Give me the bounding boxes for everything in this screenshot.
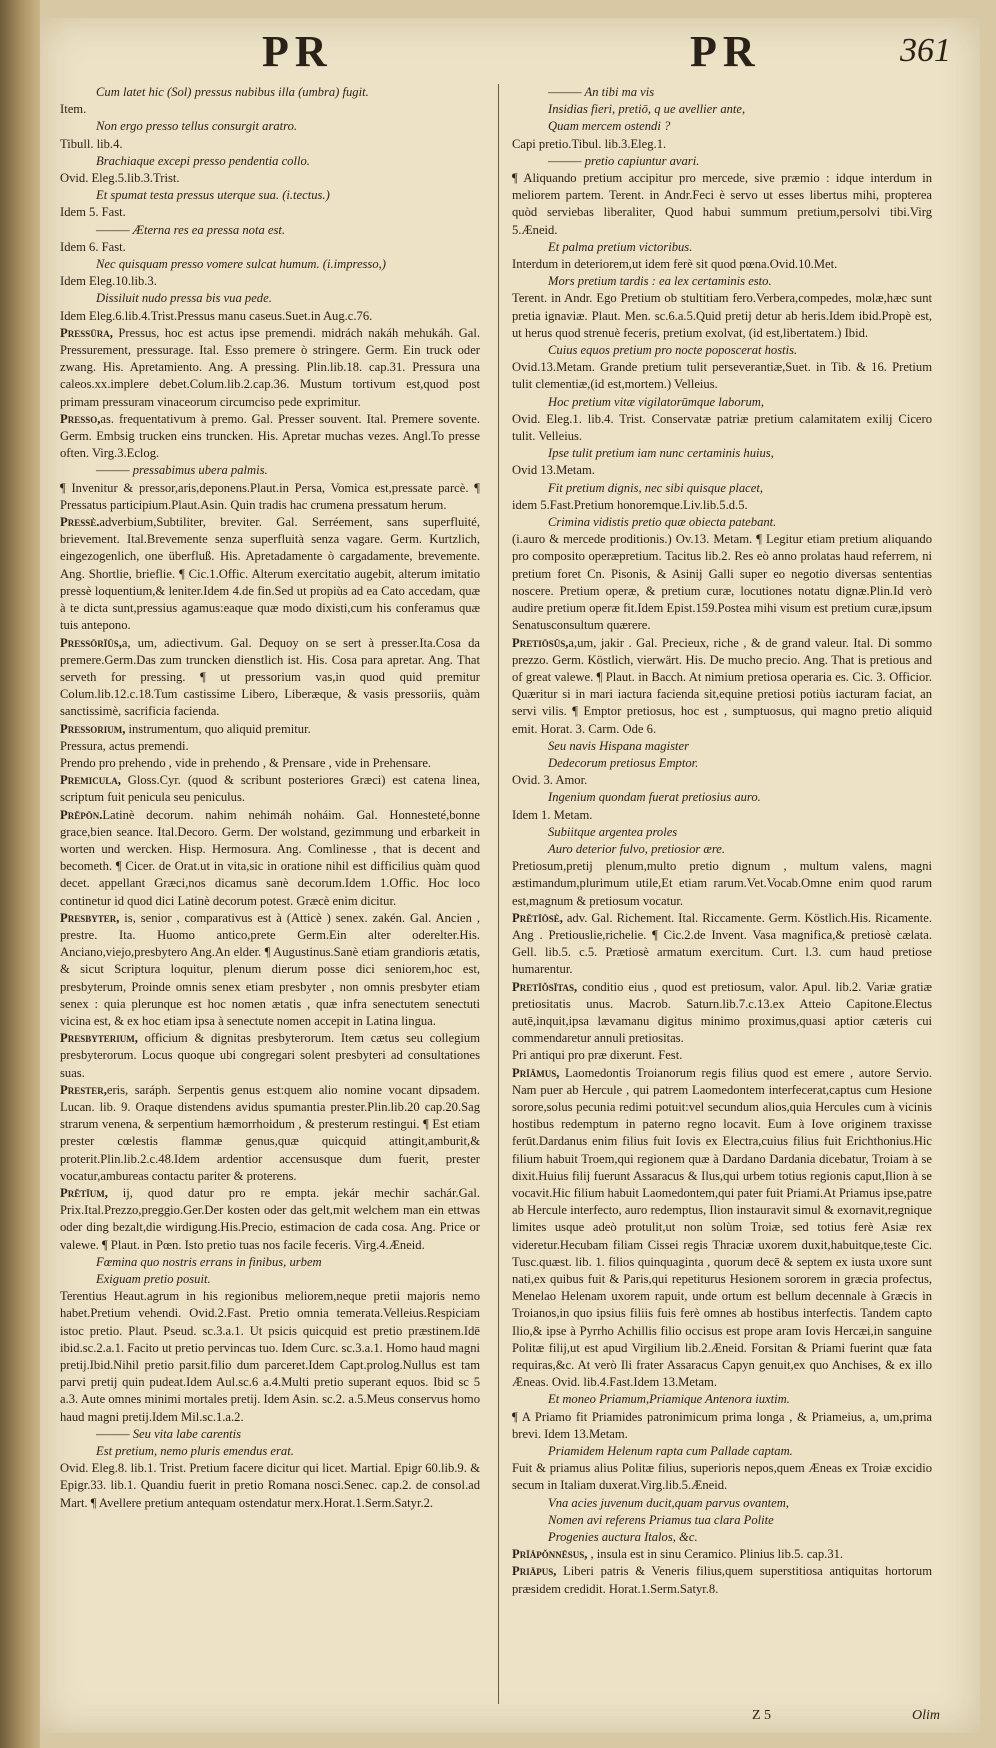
entry-text: , insula est in sinu Ceramico. Plinius lib.5. cap.31. xyxy=(587,1547,844,1562)
verse-quotation: Cuius equos pretium pro nocte poposcerat hostis. xyxy=(548,343,798,358)
entry-text: Gloss.Cyr. (quod & scribunt posteriores Græci) est catena linea, scriptum fuit penicula seu peniculus. xyxy=(60,773,480,805)
text-line: Terentius Heaut.agrum in his regionibus meliorem,neque pretii majoris nemo habet.Pretium vehendi. Ovid.2.Fast. Pretio omnia temerata.Velleius.Respiciam istoc pretio. Plaut. Pseud. sc.3.a.1. Ut psicis quicquid est pretio præstinem.Idē ibid.sc.2.a.1. Facito ut pretio pervincas tuo. Idem Curc. sc.3.a.1. Homo haud magni pretij.Ibid.Nihil pretio parsit.filio dum parceret.Idem Capt.prolog.Nullus est tam parvi pretij quin pudeat.Idem Aul.sc.6 a.4.Multi pretio superant equos. Ibid sc 5 a.3. Aute omnes minimi mortales pretij. Idem Asin. sc.2. a.5.Meus conservus homo haud magni pretij.Idem Mil.sc.1.a.2. xyxy=(60,1289,480,1424)
verse-quotation: Non ergo presso tellus consurgit aratro. xyxy=(96,119,298,134)
dictionary-entry xyxy=(60,1185,480,1254)
entry-text: instrumentum, quo aliquid premitur. xyxy=(125,721,311,736)
entry-headword: Pressorium, xyxy=(60,721,126,736)
verse-quotation: Cum latet hic (Sol) pressus nubibus illa (umbra) fugit. xyxy=(96,85,369,99)
text-line: Tibull. lib.4. xyxy=(60,136,123,151)
text-line: Ovid. Eleg.1. lib.4. Trist. Conservatæ patriæ pretium calamitatem exilij Cicero tulit. Velleius. xyxy=(512,411,932,444)
text-line: Capi pretio.Tibul. lib.3.Eleg.1. xyxy=(512,136,667,151)
entry-headword: Presbyter, xyxy=(60,910,120,925)
text-line: idem 5.Fast.Pretium honoremque.Liv.lib.5.d.5. xyxy=(512,497,748,512)
verse-quotation: ——— pressabimus ubera palmis. xyxy=(96,463,268,478)
text-line: ¶ Aliquando pretium accipitur pro mercede, sive præmio : idque interdum in meliorem partem. Terent. in Andr.Feci è servo ut esses libertus mihi, propterea quòd serviebas liberaliter, Quod habui summum pretium,persolvi tibi.Virg 5.Æneid. xyxy=(512,171,932,237)
text-line: Pressura, actus premendi. xyxy=(60,738,189,753)
verse-quotation: Mors pretium tardis : ea lex certaminis esto. xyxy=(548,274,772,289)
verse-quotation: Dedecorum pretiosus Emptor. xyxy=(548,755,699,770)
dictionary-entry xyxy=(512,1065,932,1392)
entry-text: Liberi patris & Veneris filius,quem superstitiosa antiquitas hortorum præsidem credidit. Horat.1.Serm.Satyr.8. xyxy=(512,1564,932,1596)
entry-text: conditio eius , quod est pretiosum, valor. Apul. lib.2. Variæ gratiæ pretiositatis unus. Macrob. Saturn.lib.7.c.13.ex Atteio Capitone.Electus autē,inquit,ipsa lævamanu digitus minimo proximus,quasi aptior cæteris cui commendaretur annuli pretiositas. xyxy=(512,979,932,1046)
text-line: Interdum in deteriorem,ut idem ferè sit quod pœna.Ovid.10.Met. xyxy=(512,257,838,272)
dictionary-entry xyxy=(60,1082,480,1185)
text-line: Idem 1. Metam. xyxy=(512,807,593,822)
verse-quotation: Crimina vidistis pretio quæ obiecta patebant. xyxy=(548,515,777,530)
entry-headword: Prĕtĭōsè, xyxy=(512,910,563,925)
entry-headword: Prĕtĭum, xyxy=(60,1186,108,1200)
signature-mark: Z 5 xyxy=(752,1708,772,1723)
text-line: Idem 6. Fast. xyxy=(60,239,126,254)
verse-quotation: Auro deterior fulvo, pretiosior ære. xyxy=(548,841,726,856)
running-head-left: PR xyxy=(262,27,333,76)
entry-text: as. frequentativum à premo. Gal. Presser souvent. Ital. Premere sovente. Germ. Embsig trucken eins truncken. His. Apretar muchas vezes. Angl.To presse often. Virg.3.Eclog. xyxy=(60,411,480,461)
entry-headword: Pressōrĭŭs, xyxy=(60,635,122,650)
text-line: ¶ Invenitur & pressor,aris,deponens.Plaut.in Persa, Vomica est,pressate parcè. ¶ Pressatus participium.Plaut.Asin. Quin tradis hac crumena pressatum herum. xyxy=(60,480,480,512)
verse-quotation: Quam mercem ostendi ? xyxy=(548,119,671,134)
verse-quotation: Ingenium quondam fuerat pretiosius auro. xyxy=(548,790,761,805)
dictionary-entry xyxy=(60,514,480,634)
dictionary-entry xyxy=(60,635,480,721)
entry-text: Latinè decorum. nahim nehimáh noháim. Gal. Honnesteté,bonne grace,bien seance. Ital.Decoro. Germ. Der wolstand, gezimmung und erbarkeit in worten und wercken. Hisp. Hermosura. Ang. Comlinesse , that is decent and becometh. ¶ Cicer. de Orat.ut in vita,sic in oratione nihil est difficilius quàm quod decet. appellant Græci,nos dicamus sanè decorum.Idem 1.Offic. Hoc loco continetur id quod dici Latinè decorum potest. Græcè enim dicitur. xyxy=(60,807,480,908)
entry-text: is, senior , comparativus est à (Atticè ) senex. zakén. Gal. Ancien , prestre. Ita. Huomo antico,prete Germ.Ein alter oderelter.His. Anciano,viejo,presbytero Ang.An elder. ¶ Augustinus.Sanè etiam grandioris ætatis, & sicut Scriptura loquitur, plenum dierum posse dici seniorem,hoc est, presbyterum, Proinde omnis senex etiam presbyter , non omnis presbyter etiam senex : quia plerunque est hoc nomen ætatis , quæ infra senectutem senectuti vicina est, & ex hoc etiam ipsa à senectute nomen accepit in Latina lingua. xyxy=(60,910,480,1028)
dictionary-entry xyxy=(60,411,480,463)
verse-quotation: Et moneo Priamum,Priamique Antenora iuxtim. xyxy=(548,1392,790,1407)
entry-headword: Premicula, xyxy=(60,773,121,788)
verse-quotation: Insidias fieri, pretiō, q ue avellier ante, xyxy=(548,102,746,117)
verse-quotation: ——— Æterna res ea pressa nota est. xyxy=(96,222,286,237)
text-line: Idem Eleg.10.lib.3. xyxy=(60,274,157,289)
dictionary-entry xyxy=(512,979,932,1048)
dictionary-entry xyxy=(60,325,480,411)
text-line: Ovid.13.Metam. Grande pretium tulit perseverantiæ,Suet. in Tib. & 16. Pretium tulit clementiæ,(id est,mortem.) Velleius. xyxy=(512,360,932,392)
running-head-right: PR xyxy=(690,27,761,76)
binding-edge xyxy=(0,0,40,1748)
dictionary-entry xyxy=(512,1546,932,1563)
text-line: Ovid 13.Metam. xyxy=(512,463,595,478)
text-line: Idem Eleg.6.lib.4.Trist.Pressus manu caseus.Suet.in Aug.c.76. xyxy=(60,308,373,323)
text-line: ¶ A Priamo fit Priamides patronimicum prima longa , & Priameius, a, um,prima brevi. Idem 13.Metam. xyxy=(512,1409,932,1441)
entry-headword: Presbyterium, xyxy=(60,1031,138,1046)
page-footer xyxy=(40,1708,980,1732)
verse-quotation: Fit pretium dignis, nec sibi quisque placet, xyxy=(548,480,763,495)
verse-quotation: Vna acies juvenum ducit,quam parvus ovantem, xyxy=(548,1495,789,1510)
dictionary-entry xyxy=(60,721,480,738)
dictionary-entry xyxy=(60,910,480,1030)
entry-text: a,um, jakir . Gal. Precieux, riche , & de grand valeur. Ital. Di sommo prezzo. Germ. Köstlich, vierwärt. His. De mucho precio. Ang. That is pretious and of great valewe. ¶ Plaut. in Bacch. At nimium pretiosa operaria es. Cic. 3. Officior. Quæritur si in mari iactura facienda sit,equine pretiosi potiùs iacturam faciat, an servi vilis. ¶ Emptor pretiosus, hoc est , sumptuosus, qui magno pretio aliquid emit. Horat. 3. Carm. Ode 6. xyxy=(512,635,932,736)
entry-text: officium & dignitas presbyterorum. Item cætus seu collegium presbyterorum. Locus quoque ubi congregari solent presbyteri ad consultationes suas. xyxy=(60,1031,480,1080)
dictionary-entry xyxy=(512,910,932,979)
verse-quotation: ——— An tibi ma vis xyxy=(548,85,655,99)
dictionary-entry xyxy=(512,1563,932,1597)
dictionary-entry xyxy=(512,635,932,738)
verse-quotation: Est pretium, nemo pluris emendus erat. xyxy=(96,1444,294,1459)
verse-quotation: ——— Seu vita labe carentis xyxy=(96,1426,242,1441)
entry-text: eris, saráph. Serpentis genus est:quem alio nomine vocant dipsadem. Lucan. lib. 9. Oraque distendens avidus spumantia prester.Plin.lib.20 cap.20.Sag strarum venena, & serpentium hæmorrhoidum , & presterum restingui. ¶ Est etiam prester cœlestis flammæ genus,quæ quicquid attingit,amburit,& proterit.Plin.lib.2.c.48.Idem ardentior accensusque dum fuerit, prester vocatur,ambureas contactu pariter & proterens. xyxy=(60,1082,480,1183)
verse-quotation: Nomen avi referens Priamus tua clara Polite xyxy=(548,1512,774,1527)
text-line: Fuit & priamus alius Politæ filius, superioris nepos,quem Æneas ex Troiæ excidio secum in Italiam duxerat.Virg.lib.5.Æneid. xyxy=(512,1461,932,1493)
entry-text: Laomedontis Troianorum regis filius quod est emere , autore Servio. Nam puer ab Hercule , qui patrem Laomedontem interfecerat,captus cum Hesione sorore,solus pecunia redimi potuit:vel secundum alios,quia Hercules cum à vicinis hostibus redemptum in paterno regno locavit. Eum à Iove originem traxisse ferūt.Dardanus enim filius fuit Iovis ex Electra,cuius filius fuit Erichthonius.Hic filium habuit Troem,qui regionem quæ à Dardano Dardania dicebatur, Troiam à se dixit.Huius filij fuerunt Assaracus & Ilus,qui urbem totius regionis caput,Ilion à se vocavit.Hic filium habuit Laomedontem,qui pater fuit Priami.At Priamus ipse,patre ab Hercule interfecto, auro redemptus, Ilion instauravit simul & exornavit,regnique limites usque adeò protulit,ut non solùm Troiæ, sed totius ferè Asiæ rex videretur.Hecubam filiam Cissei regis Thraciæ uxorem duxit,habuitque,teste Cic. Tusc.quæst. lib. 1. filios quinquaginta , quorum decē & septem ex iusta uxore sunt nati,ex quibus fuit & Paris,qui repetiturus Hesionem sororem in græcia profectus, Menelao Helenam uxorem rapuit, unde ortum est bellum decennale à Græcis in Troianos,in quo ipsius filiis fuis ferè omnes ab hostibus interfectis. Tandem capto Ilio,& ipse à Pyrrho Achillis filio occisus est prope aram Iovis Hercæi,in sanguine Politæ filij,ut est apud Virgilium lib.2.Æneid. Forsitan & Priami fuerint quæ fata requiras,&c. At verò Ili frater Assaracus Capyn genuit,ex quo Anchises, & ex illo Æneas. Ovid. lib.4.Fast.Idem 13.Metam. xyxy=(512,1065,932,1390)
entry-headword: Prĕpōn. xyxy=(60,807,103,822)
verse-quotation: Priamidem Helenum rapta cum Pallade captam. xyxy=(548,1444,793,1459)
verse-quotation: ——— pretio capiuntur avari. xyxy=(548,153,700,168)
entry-text: ij, quod datur pro re empta. jekár mechir sachár.Gal. Prix.Ital.Prezzo,preggio.Ger.Der kosten oder das gelt,mit welchem man ein ettwas oder ding bezalt,die wirdigung.His.Precio, estimacion de cada cosa. Ang. Price or valewe. ¶ Plaut. in Pœn. Isto pretio tuas nos facile feceris. Virg.4.Æneid. xyxy=(60,1186,480,1252)
dictionary-entry xyxy=(60,1030,480,1082)
left-column xyxy=(60,84,480,1704)
dictionary-entry xyxy=(60,772,480,806)
entry-headword: Prĭămus, xyxy=(512,1065,560,1080)
text-line: Ovid. Eleg.8. lib.1. Trist. Pretium facere dicitur qui licet. Martial. Epigr 60.lib.9. & Epigr.33. lib.1. Quandiu fuerit in pretio Romana nosci.Senec. cap.2. de consol.ad Mart. ¶ Avellere pretium antequam ostendatur merx.Horat.1.Serm.Satyr.2. xyxy=(60,1461,480,1510)
entry-headword: Pressè. xyxy=(60,515,100,530)
verse-quotation: Subiitque argentea proles xyxy=(548,824,678,839)
entry-text: a, um, adiectivum. Gal. Dequoy on se sert à presser.Ita.Cosa da premere.Germ.Das zum truncken dienstlich ist. His. Cosa para apretar. Ang. That serveth for pressing. ¶ ut pressorium vas,in quod quid premitur Colum.lib.12.c.18.Tum castissime Libero, Liberæque, & vasis pressoriis, quàm sanctissimè, sacrificia facienda. xyxy=(60,635,480,719)
dictionary-entry xyxy=(60,807,480,910)
entry-text: adverbium,Subtiliter, breviter. Gal. Serréement, sans superfluité, brievement. Ital.Brevemente senza superfluità senza vagare. Germ. Kurtzlich, eingezogenlich, one überfluß. His. Apretadamente ò cargadamente, brevemente. Ang. Shortlie, brieflie. ¶ Cic.1.Offic. Alterum exercitatio augebit, alterum imitatio pressè loquentium,& leniter.Idem 4.de fin.Sed ut propiùs ad ea Cato accedam, quæ à te dicta sunt,pressius agamus:eaque quæ modo dixisti,cum his conferamus quæ tuis antepono. xyxy=(60,515,480,633)
entry-headword: Priāpus, xyxy=(512,1564,557,1579)
text-line: Ovid. 3. Amor. xyxy=(512,773,588,788)
verse-quotation: Et spumat testa pressus uterque sua. (i.tectus.) xyxy=(96,188,330,203)
entry-headword: Pretiōsŭs, xyxy=(512,635,569,650)
entry-headword: Prĭāpŏnnēsus, xyxy=(512,1547,588,1562)
verse-quotation: Progenies auctura Italos, &c. xyxy=(548,1530,698,1545)
entry-headword: Pressūra, xyxy=(60,325,113,340)
text-line: Pri antiqui pro præ dixerunt. Fest. xyxy=(512,1048,683,1063)
entry-text: adv. Gal. Richement. Ital. Riccamente. Germ. Köstlich.His. Ricamente. Ang . Pretiouslie,richelie. ¶ Cic.2.de Invent. Vasa magnifica,& pretiosè cælata. Gell. lib.5. c.5. Prætiosè armatum exercitum. Curt. l.3. cum haud pretiose humarentur. xyxy=(512,910,932,977)
verse-quotation: Seu navis Hispana magister xyxy=(548,738,689,753)
verse-quotation: Brachiaque excepi presso pendentia collo. xyxy=(96,153,310,168)
right-column xyxy=(512,84,932,1704)
verse-quotation: Exiguam pretio posuit. xyxy=(96,1272,211,1287)
text-line: Idem 5. Fast. xyxy=(60,205,126,220)
verse-quotation: Hoc pretium vitæ vigilatorūmque laborum, xyxy=(548,394,765,409)
entry-text: Pressus, hoc est actus ipse premendi. midrách nakáh mehukáh. Gal. Pressurement, pressurage. Ital. Esso premere ò stringere. Germ. Ein truck oder zwang. His. Apretamiento. Ang. A pressing. Plin.lib.18. cap.31. Pressura una caleos.xx.implere debet.Colum.lib.2.cap.36. Mustum tortivum est,quod post primam pressuram vinaceorum circumciso pede exprimitur. xyxy=(60,325,480,409)
text-line: Item. xyxy=(60,102,87,117)
text-line: Prendo pro prehendo , vide in prehendo , & Prensare , vide in Prehensare. xyxy=(60,755,432,770)
verse-quotation: Fœmina quo nostris errans in finibus, urbem xyxy=(96,1254,322,1269)
verse-quotation: Nec quisquam presso vomere sulcat humum. (i.impresso,) xyxy=(96,257,386,272)
entry-headword: Prester, xyxy=(60,1082,107,1097)
catchword: Olim xyxy=(912,1708,940,1723)
page-number: 361 xyxy=(900,32,951,69)
entry-headword: Pretĭŏsĭtas, xyxy=(512,979,578,994)
entry-headword: Presso, xyxy=(60,411,101,426)
text-line: Ovid. Eleg.5.lib.3.Trist. xyxy=(60,171,180,186)
column-divider xyxy=(498,84,499,1704)
verse-quotation: Et palma pretium victoribus. xyxy=(548,239,693,254)
text-line: (i.auro & mercede proditionis.) Ov.13. Metam. ¶ Legitur etiam pretium aliquando pro composito operæpretium. Tacitus lib.2. Res eò anno prolatas haud referrem, ni pretium foret Cn. Pisonis, & Asinij Galli super eo negotio diversas sententias noscere. Pretium operæ, & pretium curæ, locutiones notatu dignæ.Plin.Id verò audire pretium operæ fit.Idem Epist.159.Postea mihi visum est pretium curæ,ipsum Senatusconsultum quærere. xyxy=(512,532,932,633)
verse-quotation: Ipse tulit pretium iam nunc certaminis huius, xyxy=(548,446,774,461)
text-line: Pretiosum,pretij plenum,multo pretio dignum , multum valens, magni æstimandum,plurimum utile,Et etiam rarum.Vet.Vocab.Omne enim quod rarum est,magnum & pretiosum vocatur. xyxy=(512,859,932,908)
text-line: Terent. in Andr. Ego Pretium ob stultitiam fero.Verbera,compedes, molæ,hæc sunt pretia ignaviæ. Plaut. Men. sc.6.a.5.Quid pretij detur ab heris.Idem ibid.Propè est, ut herus quod strenuè feceris, pretium exolvat, (id est,libertatem.) Ibid. xyxy=(512,291,932,340)
page-header xyxy=(40,18,980,78)
page xyxy=(40,18,980,1733)
verse-quotation: Dissiluit nudo pressa bis vua pede. xyxy=(96,291,272,306)
